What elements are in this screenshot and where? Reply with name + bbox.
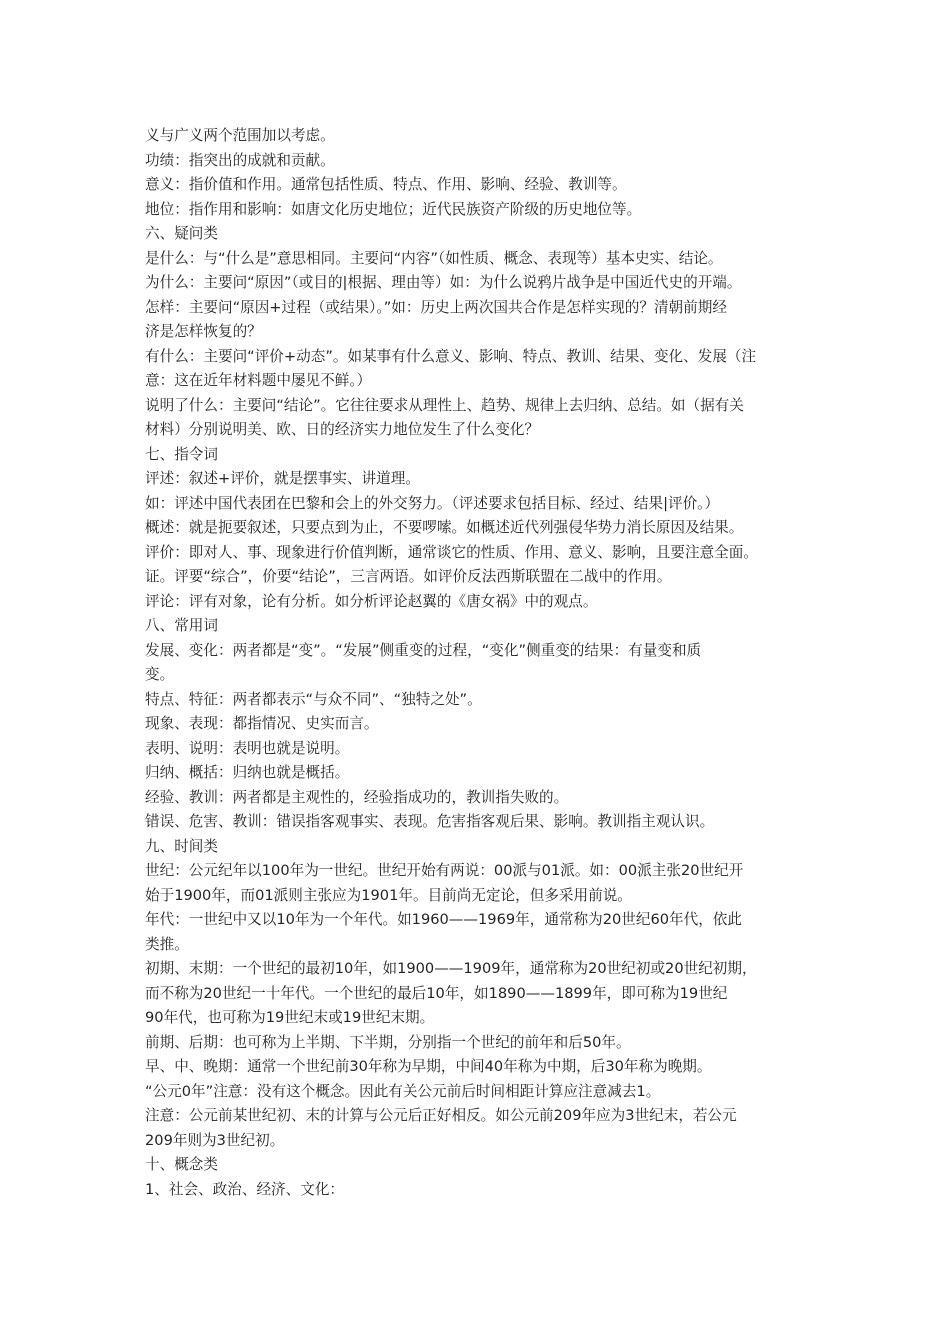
text-line: 是什么：与“什么是”意思相同。主要问“内容”（如性质、概念、表现等）基本史实、结论。 — [145, 249, 723, 267]
section-heading: 七、指令词 — [145, 445, 218, 463]
text-line: 义与广义两个范围加以考虑。 — [145, 127, 335, 144]
text-line: 90年代，也可称为19世纪末或19世纪末期。 — [145, 1009, 435, 1026]
text-line: 功绩：指突出的成就和贡献。 — [145, 151, 335, 169]
text-line: 材料）分别说明美、欧、日的经济实力地位发生了什么变化？ — [145, 421, 540, 438]
text-line: 评价：即对人、事、现象进行价值判断，通常谈它的性质、作用、意义、影响，且要注意全面。 — [145, 543, 758, 561]
text-line: 世纪：公元纪年以100年为一世纪。世纪开始有两说：00派与01派。如：00派主张20世纪开 — [145, 862, 744, 879]
text-line: 209年则为3世纪初。 — [145, 1131, 285, 1149]
text-line: 意：这在近年材料题中屡见不鲜。） — [145, 372, 372, 389]
text-line: “公元0年”注意：没有这个概念。因此有关公元前后时间相距计算应注意减去1。 — [145, 1082, 661, 1100]
text-line: 如：评述中国代表团在巴黎和会上的外交努力。（评述要求包括目标、经过、结果|评价。） — [145, 494, 720, 512]
text-line: 济是怎样恢复的？ — [145, 323, 262, 340]
section-heading: 八、常用词 — [145, 617, 218, 634]
text-line: 意义：指价值和作用。通常包括性质、特点、作用、影响、经验、教训等。 — [145, 176, 627, 193]
text-line: 变。 — [145, 666, 175, 683]
text-line: 前期、后期：也可称为上半期、下半期，分别指一个世纪的前年和后50年。 — [145, 1033, 631, 1051]
text-line: 现象、表现：都指情况、史实而言。 — [145, 715, 379, 732]
text-line: 概述：就是扼要叙述，只要点到为止，不要啰嗦。如概述近代列强侵华势力消长原因及结果。 — [145, 519, 744, 536]
text-line: 经验、教训：两者都是主观性的，经验指成功的，教训指失败的。 — [145, 788, 569, 806]
document-body — [145, 124, 805, 1202]
subsection-heading: 1、社会、政治、经济、文化： — [145, 1180, 345, 1198]
text-line: 评述：叙述+评价，就是摆事实、讲道理。 — [145, 470, 420, 487]
text-line: 归纳、概括：归纳也就是概括。 — [145, 764, 350, 781]
text-line: 注意：公元前某世纪初、末的计算与公元后正好相反。如公元前209年应为3世纪末，若公元 — [145, 1107, 737, 1124]
text-line: 发展、变化：两者都是“变”。“发展”侧重变的过程，“变化”侧重变的结果：有量变和质 — [145, 641, 702, 659]
text-line: 表明、说明：表明也就是说明。 — [145, 739, 350, 757]
text-line: 类推。 — [145, 935, 189, 953]
text-line: 说明了什么：主要问“结论”。它往往要求从理性上、趋势、规律上去归纳、总结。如（据有关 — [145, 396, 744, 414]
text-line: 怎样：主要问“原因+过程（或结果）。”如：历史上两次国共合作是怎样实现的？清朝前期经 — [145, 298, 727, 316]
text-line: 初期、末期：一个世纪的最初10年，如1900——1909年，通常称为20世纪初或20世纪初期， — [145, 960, 757, 977]
text-line: 错误、危害、教训：错误指客观事实、表现。危害指客观后果、影响。教训指主观认识。 — [145, 813, 715, 830]
text-line: 评论：评有对象，论有分析。如分析评论赵翼的《唐女祸》中的观点。 — [145, 592, 598, 610]
text-line: 始于1900年，而01派则主张应为1901年。目前尚无定论，但多采用前说。 — [145, 886, 632, 904]
text-line: 而不称为20世纪一十年代。一个世纪的最后10年，如1890——1899年，即可称为19世纪 — [145, 984, 728, 1002]
text-line: 地位：指作用和影响：如唐文化历史地位；近代民族资产阶级的历史地位等。 — [145, 200, 642, 218]
section-heading: 六、疑问类 — [145, 225, 218, 242]
section-heading: 九、时间类 — [145, 837, 218, 855]
text-line: 为什么：主要问“原因”（或目的|根据、理由等）如：为什么说鸦片战争是中国近代史的开端。 — [145, 274, 742, 291]
text-line: 年代：一世纪中又以10年为一个年代。如1960——1969年，通常称为20世纪60年代，依此 — [145, 911, 742, 928]
section-heading: 十、概念类 — [145, 1156, 218, 1173]
text-line: 早、中、晚期：通常一个世纪前30年称为早期，中间40年称为中期，后30年称为晚期。 — [145, 1058, 712, 1075]
text-line: 证。评要“综合”，价要“结论”，三言两语。如评价反法西斯联盟在二战中的作用。 — [145, 568, 672, 585]
text-line: 有什么：主要问“评价+动态”。如某事有什么意义、影响、特点、教训、结果、变化、发展（注 — [145, 347, 757, 365]
text-line: 特点、特征：两者都表示“与众不同”、“独特之处”。 — [145, 690, 482, 708]
